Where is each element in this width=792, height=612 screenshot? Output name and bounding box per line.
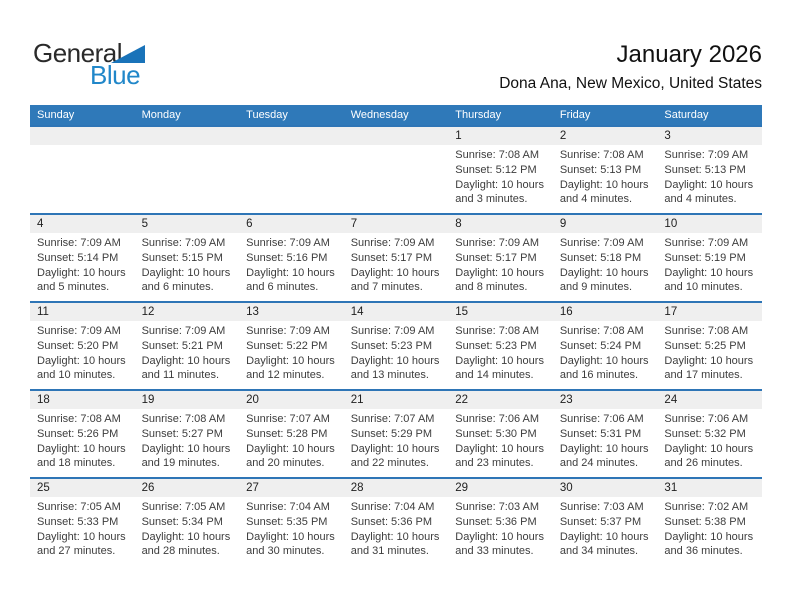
- sunrise-text: Sunrise: 7:03 AM: [455, 501, 540, 513]
- daylight-text: Daylight: 10 hours and 13 minutes.: [350, 354, 440, 382]
- daylight-text: Daylight: 10 hours and 34 minutes.: [559, 530, 649, 558]
- sunset-text: Sunset: 5:18 PM: [559, 251, 642, 264]
- sunset-text: Sunset: 5:22 PM: [246, 339, 328, 352]
- week-row: [30, 125, 762, 213]
- day-number: 30: [553, 479, 658, 497]
- sunset-text: Sunset: 5:35 PM: [246, 515, 328, 528]
- weekday-header-thursday: Thursday: [455, 109, 502, 121]
- day-sun-info: [657, 321, 762, 383]
- daylight-text: Daylight: 10 hours and 10 minutes.: [37, 354, 126, 382]
- day-number: 20: [239, 391, 344, 409]
- sunrise-text: Sunrise: 7:09 AM: [246, 325, 330, 337]
- day-cell-29: [448, 479, 553, 565]
- sunrise-text: Sunrise: 7:05 AM: [141, 501, 226, 513]
- day-cell-22: [448, 391, 553, 477]
- day-sun-info: [239, 321, 344, 383]
- day-cell-10: [657, 215, 762, 301]
- weekday-header-tuesday: Tuesday: [246, 109, 288, 121]
- sunrise-text: Sunrise: 7:09 AM: [350, 237, 435, 249]
- day-sun-info: [239, 497, 344, 559]
- daylight-text: Daylight: 10 hours and 8 minutes.: [455, 266, 544, 294]
- day-cell-9: [553, 215, 658, 301]
- calendar-weeks: [30, 125, 762, 565]
- day-cell-28: [344, 479, 449, 565]
- week-row: [30, 301, 762, 389]
- sunset-text: Sunset: 5:14 PM: [37, 251, 119, 264]
- daylight-text: Daylight: 10 hours and 6 minutes.: [141, 266, 231, 294]
- daylight-text: Daylight: 10 hours and 22 minutes.: [350, 442, 440, 470]
- weekday-header-saturday: Saturday: [664, 109, 709, 121]
- day-cell-3: [657, 127, 762, 213]
- week-row: [30, 389, 762, 477]
- sunrise-text: Sunrise: 7:09 AM: [37, 237, 121, 249]
- sunset-text: Sunset: 5:17 PM: [455, 251, 537, 264]
- day-cell-20: [239, 391, 344, 477]
- day-cell-7: [344, 215, 449, 301]
- day-cell-18: [30, 391, 135, 477]
- day-number: 12: [135, 303, 240, 321]
- day-sun-info: [657, 145, 762, 207]
- weekday-header-monday: Monday: [141, 109, 181, 121]
- logo-text-blue: Blue: [90, 60, 141, 90]
- daylight-text: Daylight: 10 hours and 5 minutes.: [37, 266, 126, 294]
- daylight-text: Daylight: 10 hours and 11 minutes.: [141, 354, 231, 382]
- day-sun-info: [344, 233, 449, 295]
- day-sun-info: [553, 233, 658, 295]
- sunrise-text: Sunrise: 7:08 AM: [664, 325, 749, 337]
- day-cell-23: [553, 391, 658, 477]
- day-number: 6: [239, 215, 344, 233]
- empty-day-cell: [344, 127, 449, 213]
- day-number: 16: [553, 303, 658, 321]
- day-cell-30: [553, 479, 658, 565]
- daylight-text: Daylight: 10 hours and 30 minutes.: [246, 530, 335, 558]
- daylight-text: Daylight: 10 hours and 4 minutes.: [559, 178, 649, 206]
- sunset-text: Sunset: 5:13 PM: [664, 163, 746, 176]
- sunrise-text: Sunrise: 7:09 AM: [350, 325, 435, 337]
- sunrise-text: Sunrise: 7:09 AM: [246, 237, 330, 249]
- day-number: 21: [344, 391, 449, 409]
- month-title: January 2026: [616, 41, 762, 68]
- day-sun-info: [135, 497, 240, 559]
- day-sun-info: [553, 497, 658, 559]
- day-sun-info: [135, 321, 240, 383]
- daylight-text: Daylight: 10 hours and 16 minutes.: [559, 354, 649, 382]
- day-number: 19: [135, 391, 240, 409]
- sunset-text: Sunset: 5:37 PM: [559, 515, 642, 528]
- sunset-text: Sunset: 5:34 PM: [141, 515, 223, 528]
- daylight-text: Daylight: 10 hours and 17 minutes.: [664, 354, 754, 382]
- daylight-text: Daylight: 10 hours and 6 minutes.: [246, 266, 335, 294]
- day-number: 8: [448, 215, 553, 233]
- sunrise-text: Sunrise: 7:05 AM: [37, 501, 121, 513]
- day-sun-info: [344, 321, 449, 383]
- day-number: 25: [30, 479, 135, 497]
- location-subtitle: Dona Ana, New Mexico, United States: [499, 75, 762, 92]
- day-cell-24: [657, 391, 762, 477]
- general-blue-logo: [33, 40, 193, 90]
- week-row: [30, 477, 762, 565]
- empty-day-cell: [135, 127, 240, 213]
- day-number: 17: [657, 303, 762, 321]
- day-sun-info: [448, 497, 553, 559]
- weekday-header-friday: Friday: [559, 109, 591, 121]
- day-number: 29: [448, 479, 553, 497]
- day-cell-12: [135, 303, 240, 389]
- sunrise-text: Sunrise: 7:09 AM: [141, 325, 226, 337]
- sunset-text: Sunset: 5:12 PM: [455, 163, 537, 176]
- day-cell-25: [30, 479, 135, 565]
- day-cell-15: [448, 303, 553, 389]
- day-number: 4: [30, 215, 135, 233]
- sunset-text: Sunset: 5:26 PM: [37, 427, 119, 440]
- sunrise-text: Sunrise: 7:08 AM: [455, 325, 540, 337]
- day-sun-info: [30, 233, 135, 295]
- day-sun-info: [657, 497, 762, 559]
- day-sun-info: [30, 321, 135, 383]
- sunset-text: Sunset: 5:24 PM: [559, 339, 642, 352]
- day-cell-14: [344, 303, 449, 389]
- day-cell-2: [553, 127, 658, 213]
- sunrise-text: Sunrise: 7:09 AM: [37, 325, 121, 337]
- sunrise-text: Sunrise: 7:04 AM: [246, 501, 330, 513]
- day-number: 31: [657, 479, 762, 497]
- sunrise-text: Sunrise: 7:08 AM: [559, 149, 644, 161]
- sunrise-text: Sunrise: 7:06 AM: [455, 413, 540, 425]
- empty-day-band: [344, 127, 449, 145]
- daylight-text: Daylight: 10 hours and 33 minutes.: [455, 530, 544, 558]
- day-cell-11: [30, 303, 135, 389]
- day-sun-info: [553, 321, 658, 383]
- day-number: 26: [135, 479, 240, 497]
- daylight-text: Daylight: 10 hours and 26 minutes.: [664, 442, 754, 470]
- daylight-text: Daylight: 10 hours and 3 minutes.: [455, 178, 544, 206]
- day-sun-info: [448, 145, 553, 207]
- day-cell-27: [239, 479, 344, 565]
- day-number: 5: [135, 215, 240, 233]
- daylight-text: Daylight: 10 hours and 10 minutes.: [664, 266, 754, 294]
- daylight-text: Daylight: 10 hours and 4 minutes.: [664, 178, 754, 206]
- day-number: 18: [30, 391, 135, 409]
- sunrise-text: Sunrise: 7:08 AM: [559, 325, 644, 337]
- day-sun-info: [135, 409, 240, 471]
- sunset-text: Sunset: 5:29 PM: [350, 427, 433, 440]
- sunrise-text: Sunrise: 7:03 AM: [559, 501, 644, 513]
- sunset-text: Sunset: 5:17 PM: [350, 251, 433, 264]
- daylight-text: Daylight: 10 hours and 27 minutes.: [37, 530, 126, 558]
- sunset-text: Sunset: 5:21 PM: [141, 339, 223, 352]
- daylight-text: Daylight: 10 hours and 18 minutes.: [37, 442, 126, 470]
- week-row: [30, 213, 762, 301]
- daylight-text: Daylight: 10 hours and 23 minutes.: [455, 442, 544, 470]
- sunset-text: Sunset: 5:23 PM: [455, 339, 537, 352]
- day-cell-8: [448, 215, 553, 301]
- sunset-text: Sunset: 5:16 PM: [246, 251, 328, 264]
- sunrise-text: Sunrise: 7:07 AM: [246, 413, 330, 425]
- sunrise-text: Sunrise: 7:09 AM: [664, 149, 749, 161]
- sunrise-text: Sunrise: 7:06 AM: [664, 413, 749, 425]
- weekday-header-row: [30, 105, 762, 125]
- sunrise-text: Sunrise: 7:09 AM: [664, 237, 749, 249]
- day-cell-19: [135, 391, 240, 477]
- day-sun-info: [239, 233, 344, 295]
- day-number: 7: [344, 215, 449, 233]
- sunrise-text: Sunrise: 7:09 AM: [141, 237, 226, 249]
- day-cell-16: [553, 303, 658, 389]
- sunset-text: Sunset: 5:13 PM: [559, 163, 642, 176]
- sunset-text: Sunset: 5:36 PM: [455, 515, 537, 528]
- daylight-text: Daylight: 10 hours and 12 minutes.: [246, 354, 335, 382]
- day-number: 11: [30, 303, 135, 321]
- sunrise-text: Sunrise: 7:06 AM: [559, 413, 644, 425]
- sunrise-text: Sunrise: 7:09 AM: [559, 237, 644, 249]
- daylight-text: Daylight: 10 hours and 7 minutes.: [350, 266, 440, 294]
- day-number: 24: [657, 391, 762, 409]
- day-cell-13: [239, 303, 344, 389]
- day-sun-info: [553, 145, 658, 207]
- sunset-text: Sunset: 5:32 PM: [664, 427, 746, 440]
- header-titles: [499, 42, 762, 93]
- daylight-text: Daylight: 10 hours and 19 minutes.: [141, 442, 231, 470]
- day-number: 22: [448, 391, 553, 409]
- sunset-text: Sunset: 5:38 PM: [664, 515, 746, 528]
- day-cell-26: [135, 479, 240, 565]
- daylight-text: Daylight: 10 hours and 36 minutes.: [664, 530, 754, 558]
- day-sun-info: [657, 409, 762, 471]
- weekday-header-sunday: Sunday: [37, 109, 75, 121]
- day-number: 10: [657, 215, 762, 233]
- daylight-text: Daylight: 10 hours and 28 minutes.: [141, 530, 231, 558]
- day-number: 28: [344, 479, 449, 497]
- daylight-text: Daylight: 10 hours and 31 minutes.: [350, 530, 440, 558]
- logo-text-general: General: [33, 38, 122, 68]
- sunrise-text: Sunrise: 7:08 AM: [141, 413, 226, 425]
- day-sun-info: [135, 233, 240, 295]
- day-cell-1: [448, 127, 553, 213]
- sunset-text: Sunset: 5:28 PM: [246, 427, 328, 440]
- day-number: 15: [448, 303, 553, 321]
- day-sun-info: [344, 497, 449, 559]
- day-sun-info: [657, 233, 762, 295]
- empty-day-band: [30, 127, 135, 145]
- day-number: 3: [657, 127, 762, 145]
- day-sun-info: [553, 409, 658, 471]
- day-cell-17: [657, 303, 762, 389]
- daylight-text: Daylight: 10 hours and 14 minutes.: [455, 354, 544, 382]
- empty-day-cell: [239, 127, 344, 213]
- day-cell-4: [30, 215, 135, 301]
- day-sun-info: [239, 409, 344, 471]
- weekday-header-wednesday: Wednesday: [350, 109, 409, 121]
- sunset-text: Sunset: 5:33 PM: [37, 515, 119, 528]
- sunset-text: Sunset: 5:30 PM: [455, 427, 537, 440]
- empty-day-band: [239, 127, 344, 145]
- sunrise-text: Sunrise: 7:07 AM: [350, 413, 435, 425]
- sunset-text: Sunset: 5:31 PM: [559, 427, 642, 440]
- sunrise-text: Sunrise: 7:08 AM: [37, 413, 121, 425]
- empty-day-band: [135, 127, 240, 145]
- day-sun-info: [448, 409, 553, 471]
- sunrise-text: Sunrise: 7:04 AM: [350, 501, 435, 513]
- daylight-text: Daylight: 10 hours and 24 minutes.: [559, 442, 649, 470]
- day-number: 1: [448, 127, 553, 145]
- day-cell-6: [239, 215, 344, 301]
- sunset-text: Sunset: 5:15 PM: [141, 251, 223, 264]
- sunrise-text: Sunrise: 7:08 AM: [455, 149, 540, 161]
- day-cell-5: [135, 215, 240, 301]
- day-number: 23: [553, 391, 658, 409]
- calendar-grid: [30, 105, 762, 565]
- sunrise-text: Sunrise: 7:02 AM: [664, 501, 749, 513]
- day-number: 13: [239, 303, 344, 321]
- sunset-text: Sunset: 5:20 PM: [37, 339, 119, 352]
- day-sun-info: [344, 409, 449, 471]
- day-cell-21: [344, 391, 449, 477]
- day-number: 27: [239, 479, 344, 497]
- sunset-text: Sunset: 5:19 PM: [664, 251, 746, 264]
- day-cell-31: [657, 479, 762, 565]
- sunset-text: Sunset: 5:23 PM: [350, 339, 433, 352]
- empty-day-cell: [30, 127, 135, 213]
- day-sun-info: [448, 321, 553, 383]
- daylight-text: Daylight: 10 hours and 20 minutes.: [246, 442, 335, 470]
- sunset-text: Sunset: 5:25 PM: [664, 339, 746, 352]
- day-number: 9: [553, 215, 658, 233]
- sunset-text: Sunset: 5:27 PM: [141, 427, 223, 440]
- sunset-text: Sunset: 5:36 PM: [350, 515, 433, 528]
- day-sun-info: [30, 409, 135, 471]
- day-sun-info: [30, 497, 135, 559]
- day-number: 14: [344, 303, 449, 321]
- daylight-text: Daylight: 10 hours and 9 minutes.: [559, 266, 649, 294]
- day-sun-info: [448, 233, 553, 295]
- sunrise-text: Sunrise: 7:09 AM: [455, 237, 540, 249]
- day-number: 2: [553, 127, 658, 145]
